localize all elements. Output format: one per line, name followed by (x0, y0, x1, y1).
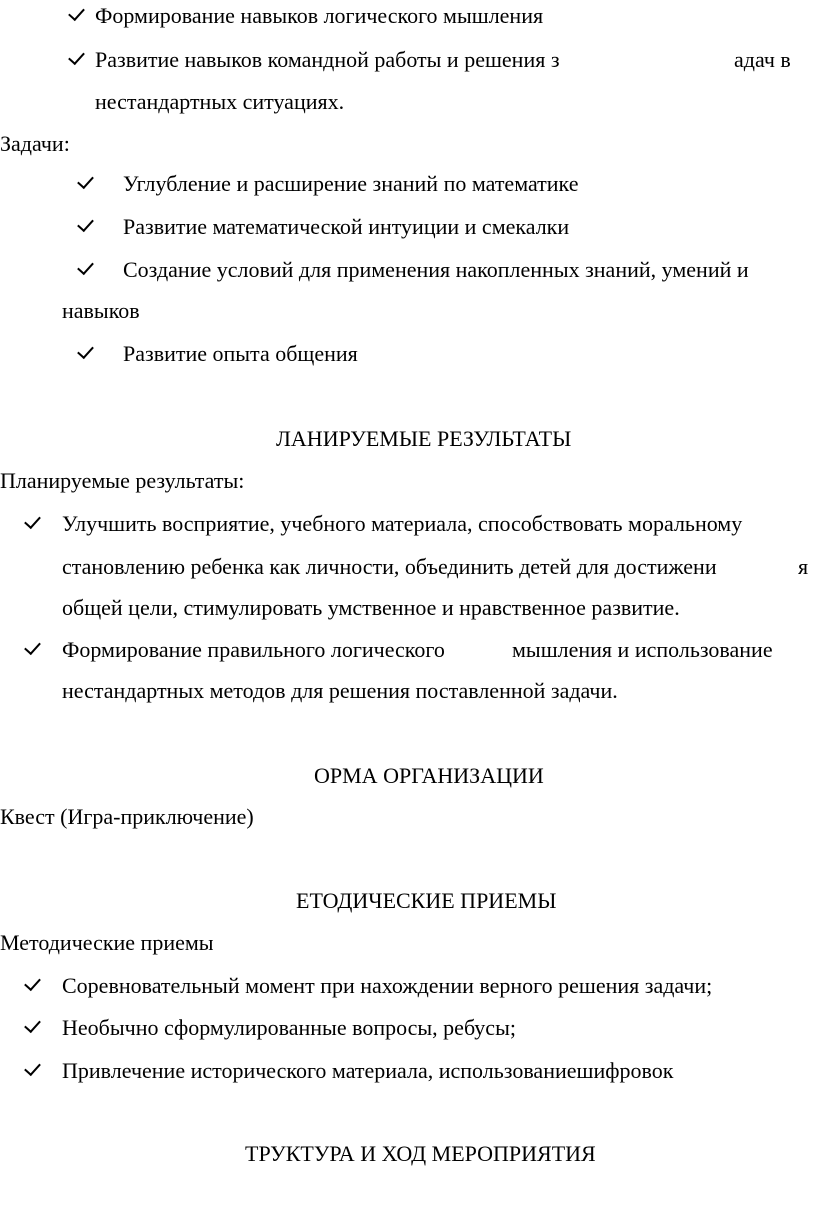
results-label: Планируемые результаты: (0, 468, 245, 493)
result-item-1-line-2: становлению ребенка как личности, объединить детей для достижени (62, 554, 717, 579)
checkmark-icon (77, 258, 94, 275)
methods-heading: ЕТОДИЧЕСКИЕ ПРИЕМЫ (296, 888, 557, 913)
checkmark-icon (77, 215, 94, 232)
form-value: Квест (Игра-приключение) (0, 804, 254, 829)
goal-item-2: Развитие навыков командной работы и решения з (95, 47, 560, 72)
result-item-2-line-1b: мышления и использование (512, 637, 773, 662)
task-item-3: Создание условий для применения накопленных знаний, умений и (123, 257, 749, 282)
form-heading: ОРМА ОРГАНИЗАЦИИ (314, 763, 544, 788)
structure-heading: ТРУКТУРА И ХОД МЕРОПРИЯТИЯ (245, 1141, 596, 1166)
goal-item-2-continuation: нестандартных ситуациях. (95, 89, 345, 114)
method-item-2: Необычно сформулированные вопросы, ребусы; (62, 1015, 516, 1040)
checkmark-icon (68, 48, 85, 65)
task-item-3-continuation: навыков (62, 298, 140, 323)
result-item-1-line-1: Улучшить восприятие, учебного материала, способствовать моральному (62, 511, 743, 536)
method-item-3: Привлечение исторического материала, использованиешифровок (62, 1058, 674, 1083)
checkmark-icon (77, 342, 94, 359)
checkmark-icon (24, 512, 41, 529)
checkmark-icon (24, 974, 41, 991)
checkmark-icon (77, 172, 94, 189)
result-item-2-line-2: нестандартных методов для решения поставленной задачи. (62, 678, 618, 703)
checkmark-icon (24, 638, 41, 655)
method-item-1: Соревновательный момент при нахождении верного решения задачи; (62, 973, 713, 998)
result-item-1-line-2-fragment: я (798, 554, 809, 579)
goal-item-1: Формирование навыков логического мышления (95, 3, 544, 28)
tasks-label: Задачи: (0, 131, 70, 156)
task-item-4: Развитие опыта общения (123, 341, 358, 366)
checkmark-icon (68, 4, 85, 21)
checkmark-icon (24, 1016, 41, 1033)
task-item-1: Углубление и расширение знаний по математике (123, 171, 579, 196)
task-item-2: Развитие математической интуиции и смекалки (123, 214, 570, 239)
methods-label: Методические приемы (0, 930, 214, 955)
checkmark-icon (24, 1059, 41, 1076)
goal-item-2-fragment: адач в (734, 47, 791, 72)
result-item-2-line-1a: Формирование правильного логического (62, 637, 445, 662)
result-item-1-line-3: общей цели, стимулировать умственное и нравственное развитие. (62, 595, 680, 620)
results-heading: ЛАНИРУЕМЫЕ РЕЗУЛЬТАТЫ (276, 426, 572, 451)
